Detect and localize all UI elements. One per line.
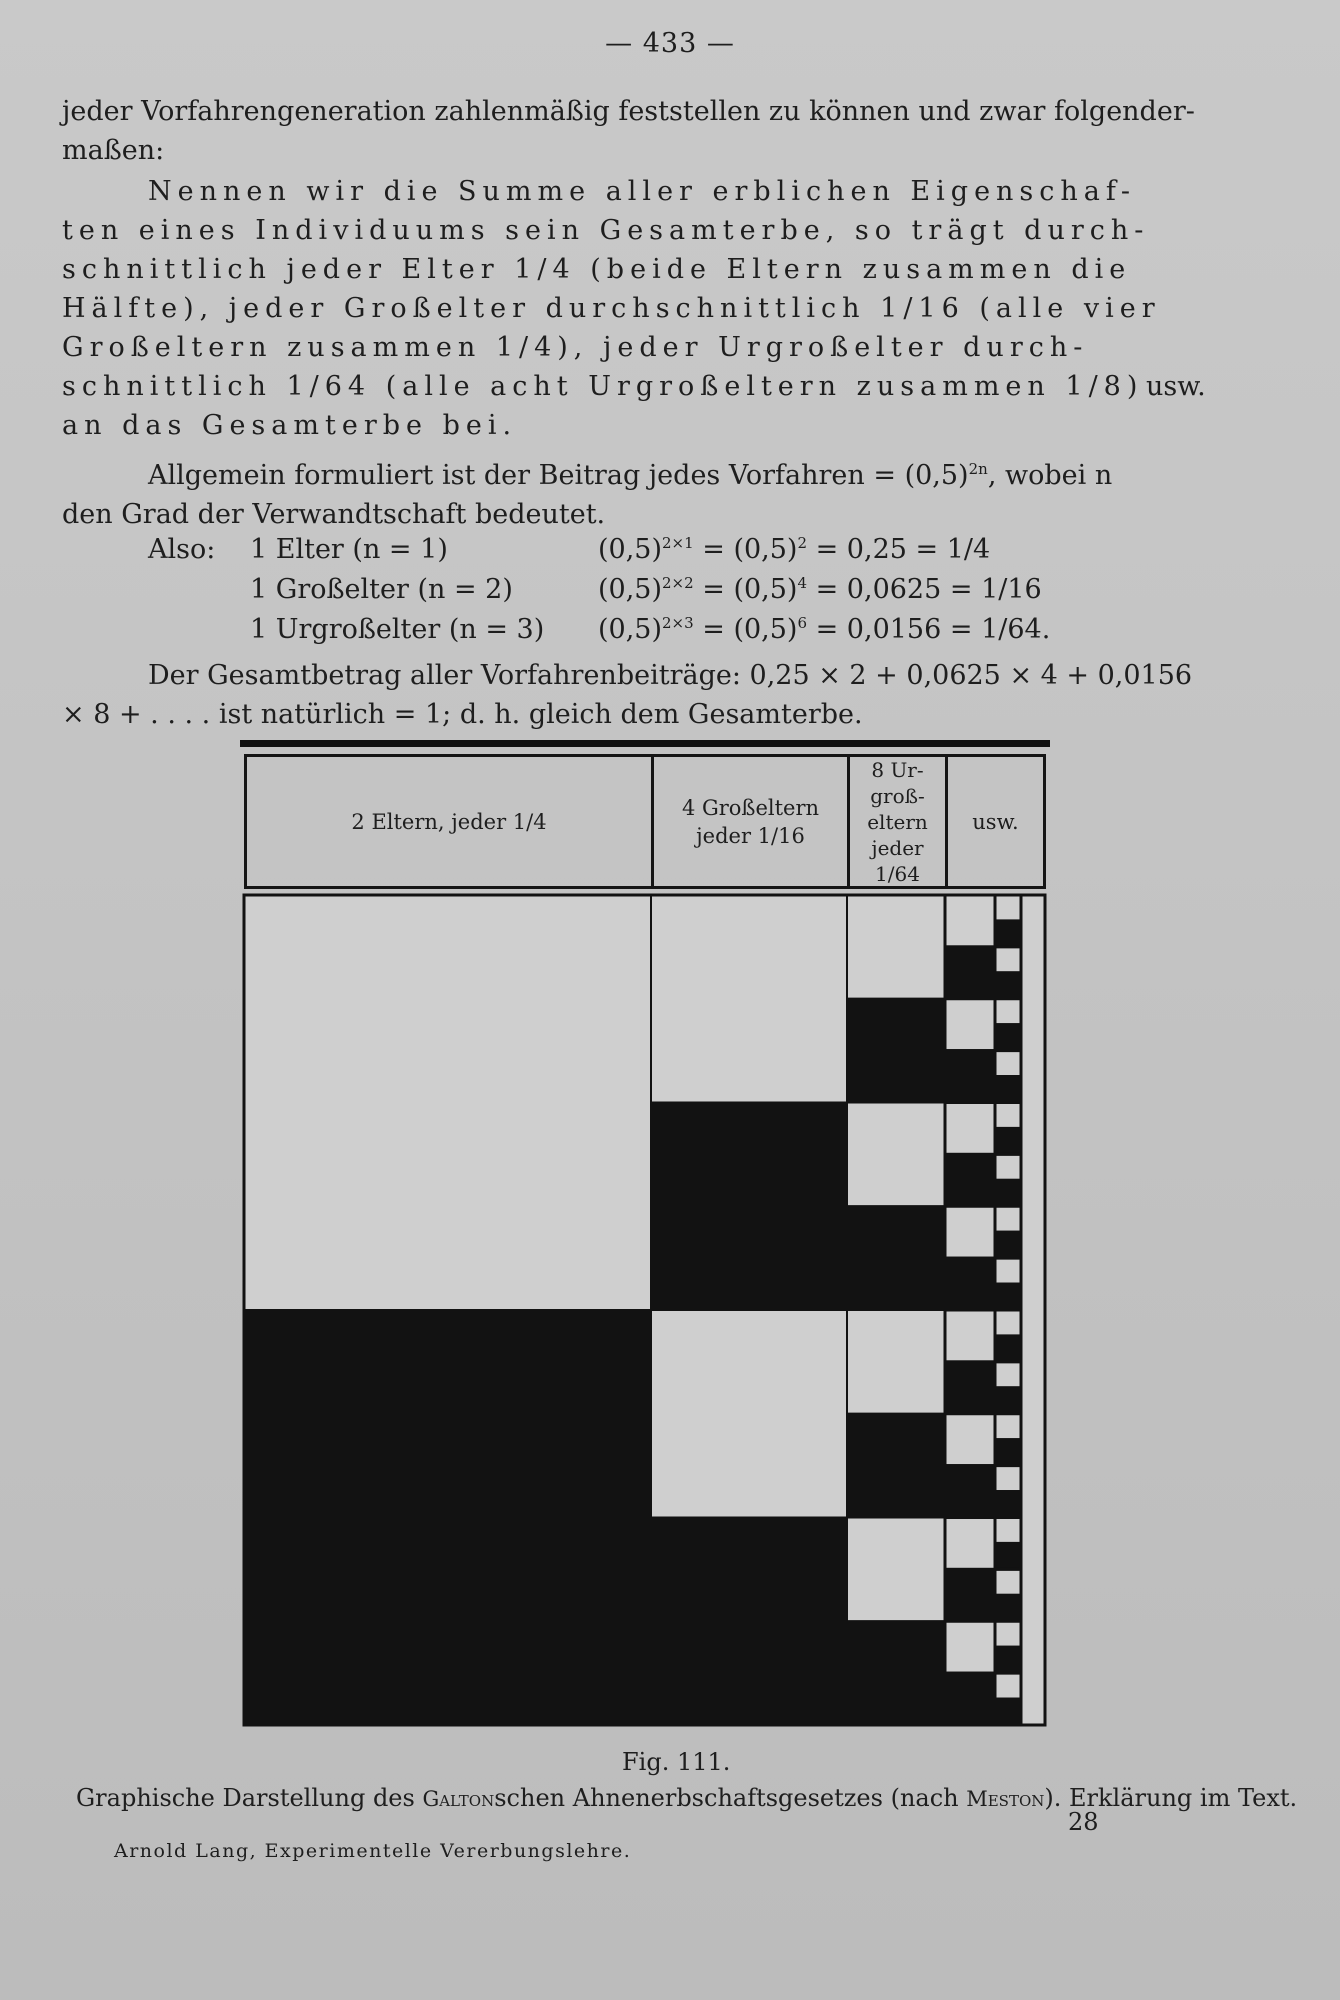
paragraph-formula [62,456,1222,534]
ancestor-block [945,895,995,947]
ancestor-block [995,1492,1021,1518]
calc-formula: $(0,5)^{2\times 2} = (0,5)^4 = 0,0625 = 1/16$ [598,574,1042,605]
ancestor-block [995,1025,1021,1051]
remaining-strip [1021,895,1045,1725]
fraction: 1/8 [1065,371,1127,402]
fraction: 1/64 [286,371,372,402]
ancestor-block [995,1258,1021,1284]
ancestor-block [945,1258,995,1310]
ancestor-block [945,1466,995,1518]
ancestor-block [847,1414,945,1518]
ancestor-block [995,921,1021,947]
ancestor-block [995,1388,1021,1414]
figure-caption: Graphische Darstellung des Galtonschen Ahnenerbschaftsgesetzes (nach Meston). Erklärung im Text. [76,1784,1298,1812]
footer-signature: Arnold Lang, Experimentelle Vererbungslehre. [114,1840,632,1862]
ancestor-block [995,1466,1021,1492]
ancestor-block [995,1569,1021,1595]
ancestor-block [995,973,1021,999]
ancestor-block [995,1128,1021,1154]
ancestor-block [847,1518,945,1622]
ancestor-block [847,1621,945,1725]
text-line: Großeltern zusammen 1/4), jeder Urgroßelter durch- [62,332,1089,363]
ancestor-block [995,1077,1021,1103]
ancestor-block [651,1518,847,1726]
ancestor-block [995,1336,1021,1362]
ancestor-block [651,1103,847,1311]
ancestor-block [847,1206,945,1310]
ancestor-block [244,1310,651,1725]
ancestor-block [945,1362,995,1414]
ancestor-block [945,999,995,1051]
header-great-grandparents: 8 Ur- groß- eltern jeder 1/64 [847,754,948,889]
ancestor-block [847,1310,945,1414]
ancestor-block [945,1673,995,1725]
text-line: an das Gesamterbe bei. [62,410,518,441]
ancestor-block [995,1595,1021,1621]
ancestor-block [945,1154,995,1206]
ancestor-block [945,1569,995,1621]
ancestor-block [945,1518,995,1570]
ancestor-block [244,895,651,1310]
text-line: Der Gesamtbetrag aller Vorfahrenbeiträge: 0,25 × 2 + 0,0625 × 4 + 0,0156 [148,660,1193,691]
calc-formula: $(0,5)^{2\times 1} = (0,5)^2 = 0,25 = 1/4$ [598,534,991,565]
ancestor-block [945,1414,995,1466]
calc-label: 1 Urgroßelter (n = 3) [250,614,545,645]
calc-label: 1 Elter (n = 1) [250,534,448,565]
figure-label: Fig. 111. [622,1748,731,1776]
header-parents: 2 Eltern, jeder 1/4 [244,754,654,889]
ancestor-block [651,895,847,1103]
ancestor-block [995,947,1021,973]
text-line: den Grad der Verwandtschaft bedeutet. [62,499,606,530]
ancestor-block [995,1621,1021,1647]
ancestor-block [847,999,945,1103]
ancestor-block [945,1310,995,1362]
text-line: Nennen wir die Summe aller erblichen Eigenschaf- [148,176,1137,207]
ancestor-block [995,895,1021,921]
ancestor-block [995,1414,1021,1440]
ancestor-block [995,1440,1021,1466]
ancestor-block [945,947,995,999]
ancestor-block [651,1310,847,1518]
ancestor-block [945,1206,995,1258]
diagram-blocks [240,740,1050,1730]
text-line: Hälfte), jeder Großelter durchschnittlich 1/16 (alle vier [62,293,1161,324]
paragraph-emphasized [62,172,1222,445]
header-etc: usw. [945,754,1046,889]
fraction: 1/16 [880,293,965,324]
ancestor-block [995,1154,1021,1180]
text-line: × 8 + . . . . ist natürlich = 1; d. h. gleich dem Gesamterbe. [62,699,863,730]
calc-label: 1 Großelter (n = 2) [250,574,513,605]
ancestor-block [995,1284,1021,1310]
ancestor-block [995,1543,1021,1569]
ancestor-block [945,1051,995,1103]
ancestor-block [995,1518,1021,1544]
text-line: schnittlich jeder Elter 1/4 (beide Eltern zusammen die [62,254,1132,285]
ancestor-block [995,999,1021,1025]
ancestor-block [995,1051,1021,1077]
ancestry-diagram [240,740,1050,1730]
ancestor-block [995,1699,1021,1725]
calc-prefix: Also: [148,534,216,565]
ancestor-block [995,1103,1021,1129]
text-line: jeder Vorfahrengeneration zahlenmäßig feststellen zu können und zwar folgender- [62,96,1195,127]
text-line: Allgemein formuliert ist der Beitrag jedes Vorfahren = $(0,5)^{2n}$, wobei n [148,460,1113,491]
ancestor-block [945,1621,995,1673]
text-line: maßen: [62,135,165,166]
ancestor-block [995,1232,1021,1258]
ancestor-block [995,1310,1021,1336]
text-line: ten eines Individuums sein Gesamterbe, so trägt durch- [62,215,1150,246]
paragraph-intro [62,92,1222,170]
fraction: 1/4 [495,332,558,363]
signature-number: 28 [1068,1808,1099,1836]
ancestor-block [945,1103,995,1155]
ancestor-block [995,1647,1021,1673]
ancestor-block [995,1362,1021,1388]
calc-formula: $(0,5)^{2\times 3} = (0,5)^6 = 0,0156 = 1/64$. [598,614,1051,645]
ancestor-block [995,1206,1021,1232]
paragraph-total [62,656,1222,734]
ancestor-block [847,895,945,999]
fraction: 1/4 [514,254,576,285]
text-line: schnittlich 1/64 (alle acht Urgroßeltern zusammen 1/8) usw. [62,371,1206,402]
ancestor-block [847,1103,945,1207]
ancestor-block [995,1180,1021,1206]
header-grandparents: 4 Großeltern jeder 1/16 [651,754,850,889]
ancestor-block [995,1673,1021,1699]
page-number: — 433 — [605,28,735,59]
